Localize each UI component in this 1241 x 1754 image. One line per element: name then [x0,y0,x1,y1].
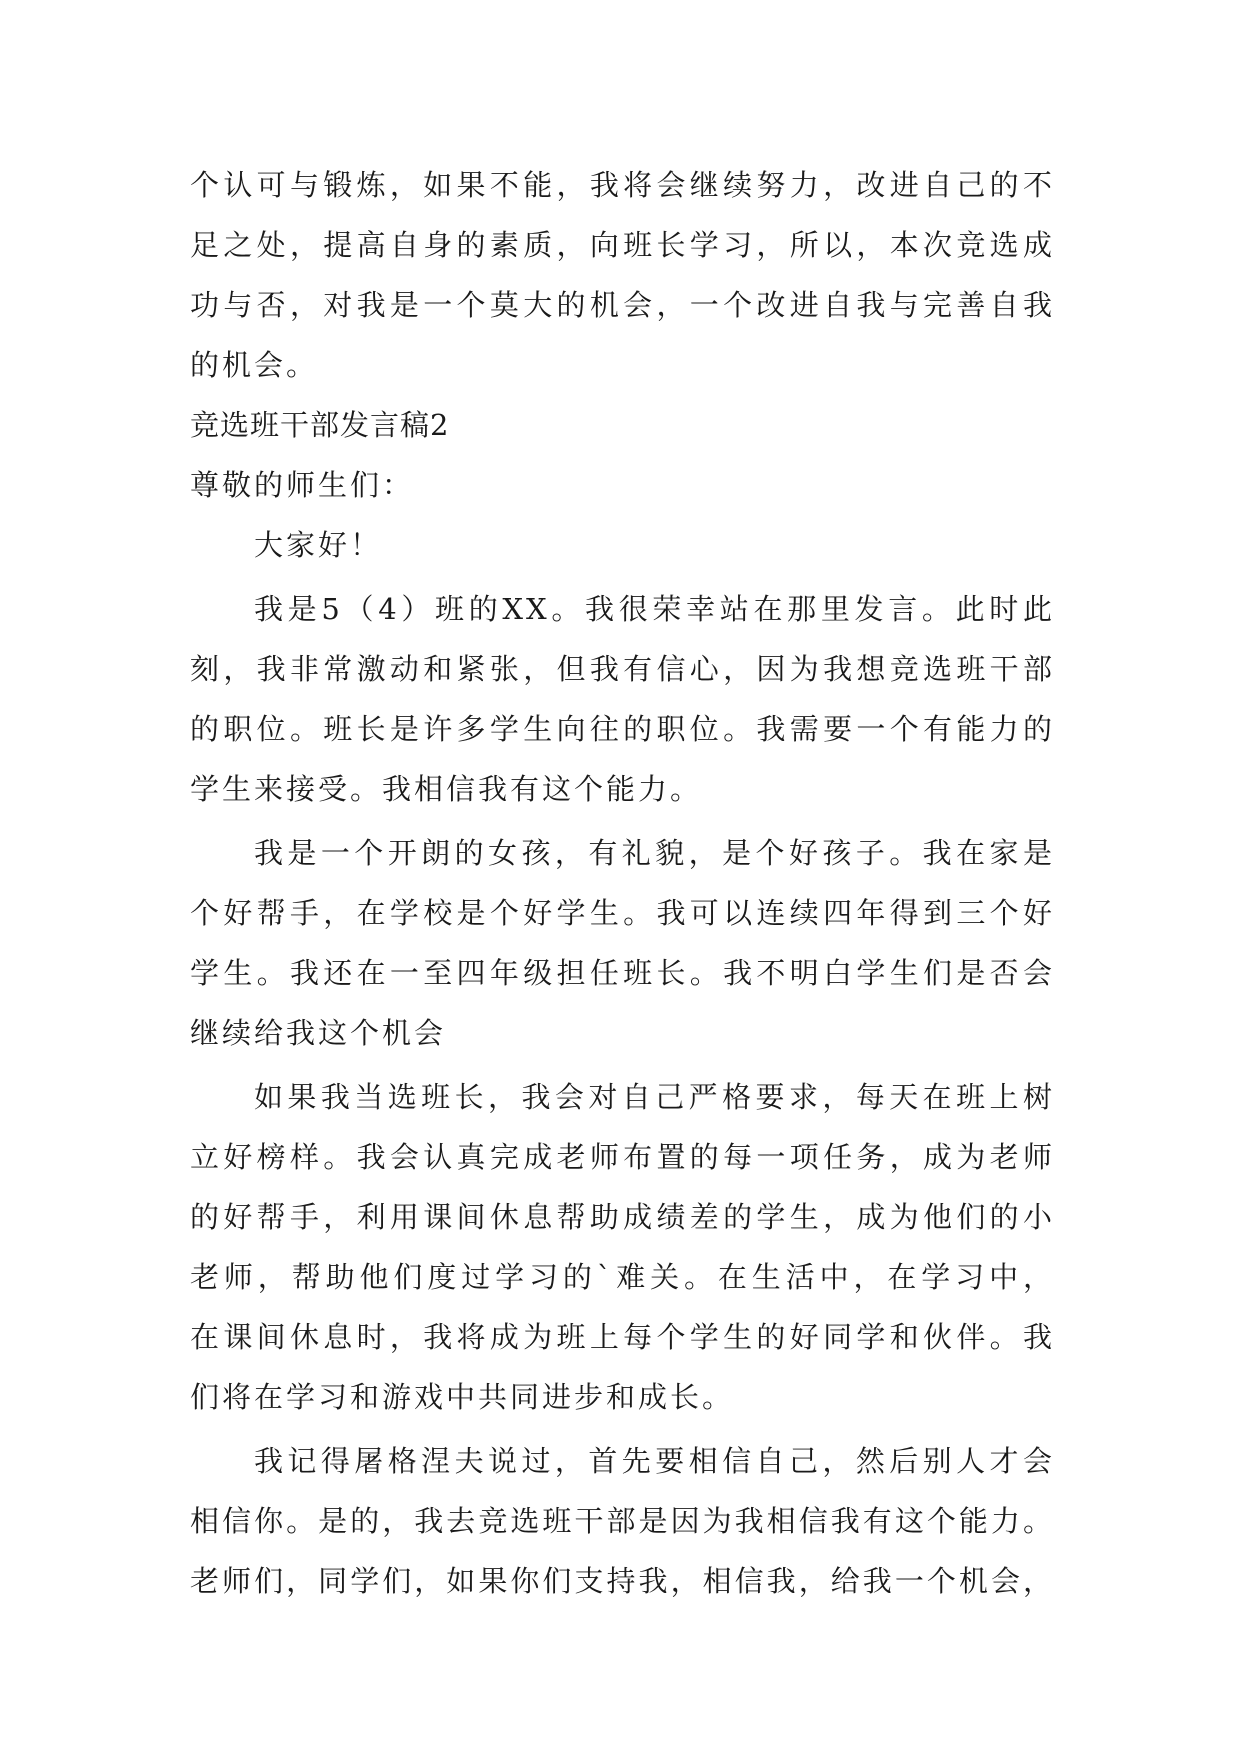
text-line: 功与否，对我是一个莫大的机会，一个改进自我与完善自我 [190,288,1055,322]
document-page [190,155,1055,1611]
text-line: 相信你。是的，我去竞选班干部是因为我相信我有这个能力。 [190,1504,1055,1538]
paragraph [190,1067,1055,1427]
text-line: 的职位。班长是许多学生向往的职位。我需要一个有能力的 [190,712,1055,746]
text-line: 继续给我这个机会 [190,1016,447,1050]
text-line: 立好榜样。我会认真完成老师布置的每一项任务，成为老师 [190,1140,1055,1174]
text-line: 个好帮手，在学校是个好学生。我可以连续四年得到三个好 [190,896,1055,930]
text-line: 刻，我非常激动和紧张，但我有信心，因为我想竞选班干部 [190,652,1055,686]
paragraph [190,1431,1055,1611]
paragraph [190,579,1055,819]
text-line: 如果我当选班长，我会对自己严格要求，每天在班上树 [254,1080,1055,1114]
text-line: 老师们，同学们，如果你们支持我，相信我，给我一个机会， [190,1564,1055,1598]
text-line: 我是5（4）班的XX。我很荣幸站在那里发言。此时此 [254,592,1055,626]
text-line: 学生。我还在一至四年级担任班长。我不明白学生们是否会 [190,956,1055,990]
text-line: 的好帮手，利用课间休息帮助成绩差的学生，成为他们的小 [190,1200,1055,1234]
text-line: 我记得屠格涅夫说过，首先要相信自己，然后别人才会 [254,1444,1055,1478]
greeting: 大家好！ [254,528,383,562]
text-line: 在课间休息时，我将成为班上每个学生的好同学和伙伴。我 [190,1320,1055,1354]
salutation: 尊敬的师生们： [190,468,415,502]
text-line: 学生来接受。我相信我有这个能力。 [190,772,703,806]
paragraph [190,823,1055,1063]
text-line: 我是一个开朗的女孩，有礼貌，是个好孩子。我在家是 [254,836,1055,870]
text-line: 个认可与锻炼，如果不能，我将会继续努力，改进自己的不 [190,168,1055,202]
text-line: 老师，帮助他们度过学习的`难关。在生活中，在学习中， [190,1260,1055,1294]
text-line: 足之处，提高自身的素质，向班长学习，所以，本次竞选成 [190,228,1055,262]
text-line: 们将在学习和游戏中共同进步和成长。 [190,1380,735,1414]
continuation-paragraph [190,155,1055,395]
document-title: 竞选班干部发言稿2 [190,408,450,442]
text-line: 的机会。 [190,348,319,382]
